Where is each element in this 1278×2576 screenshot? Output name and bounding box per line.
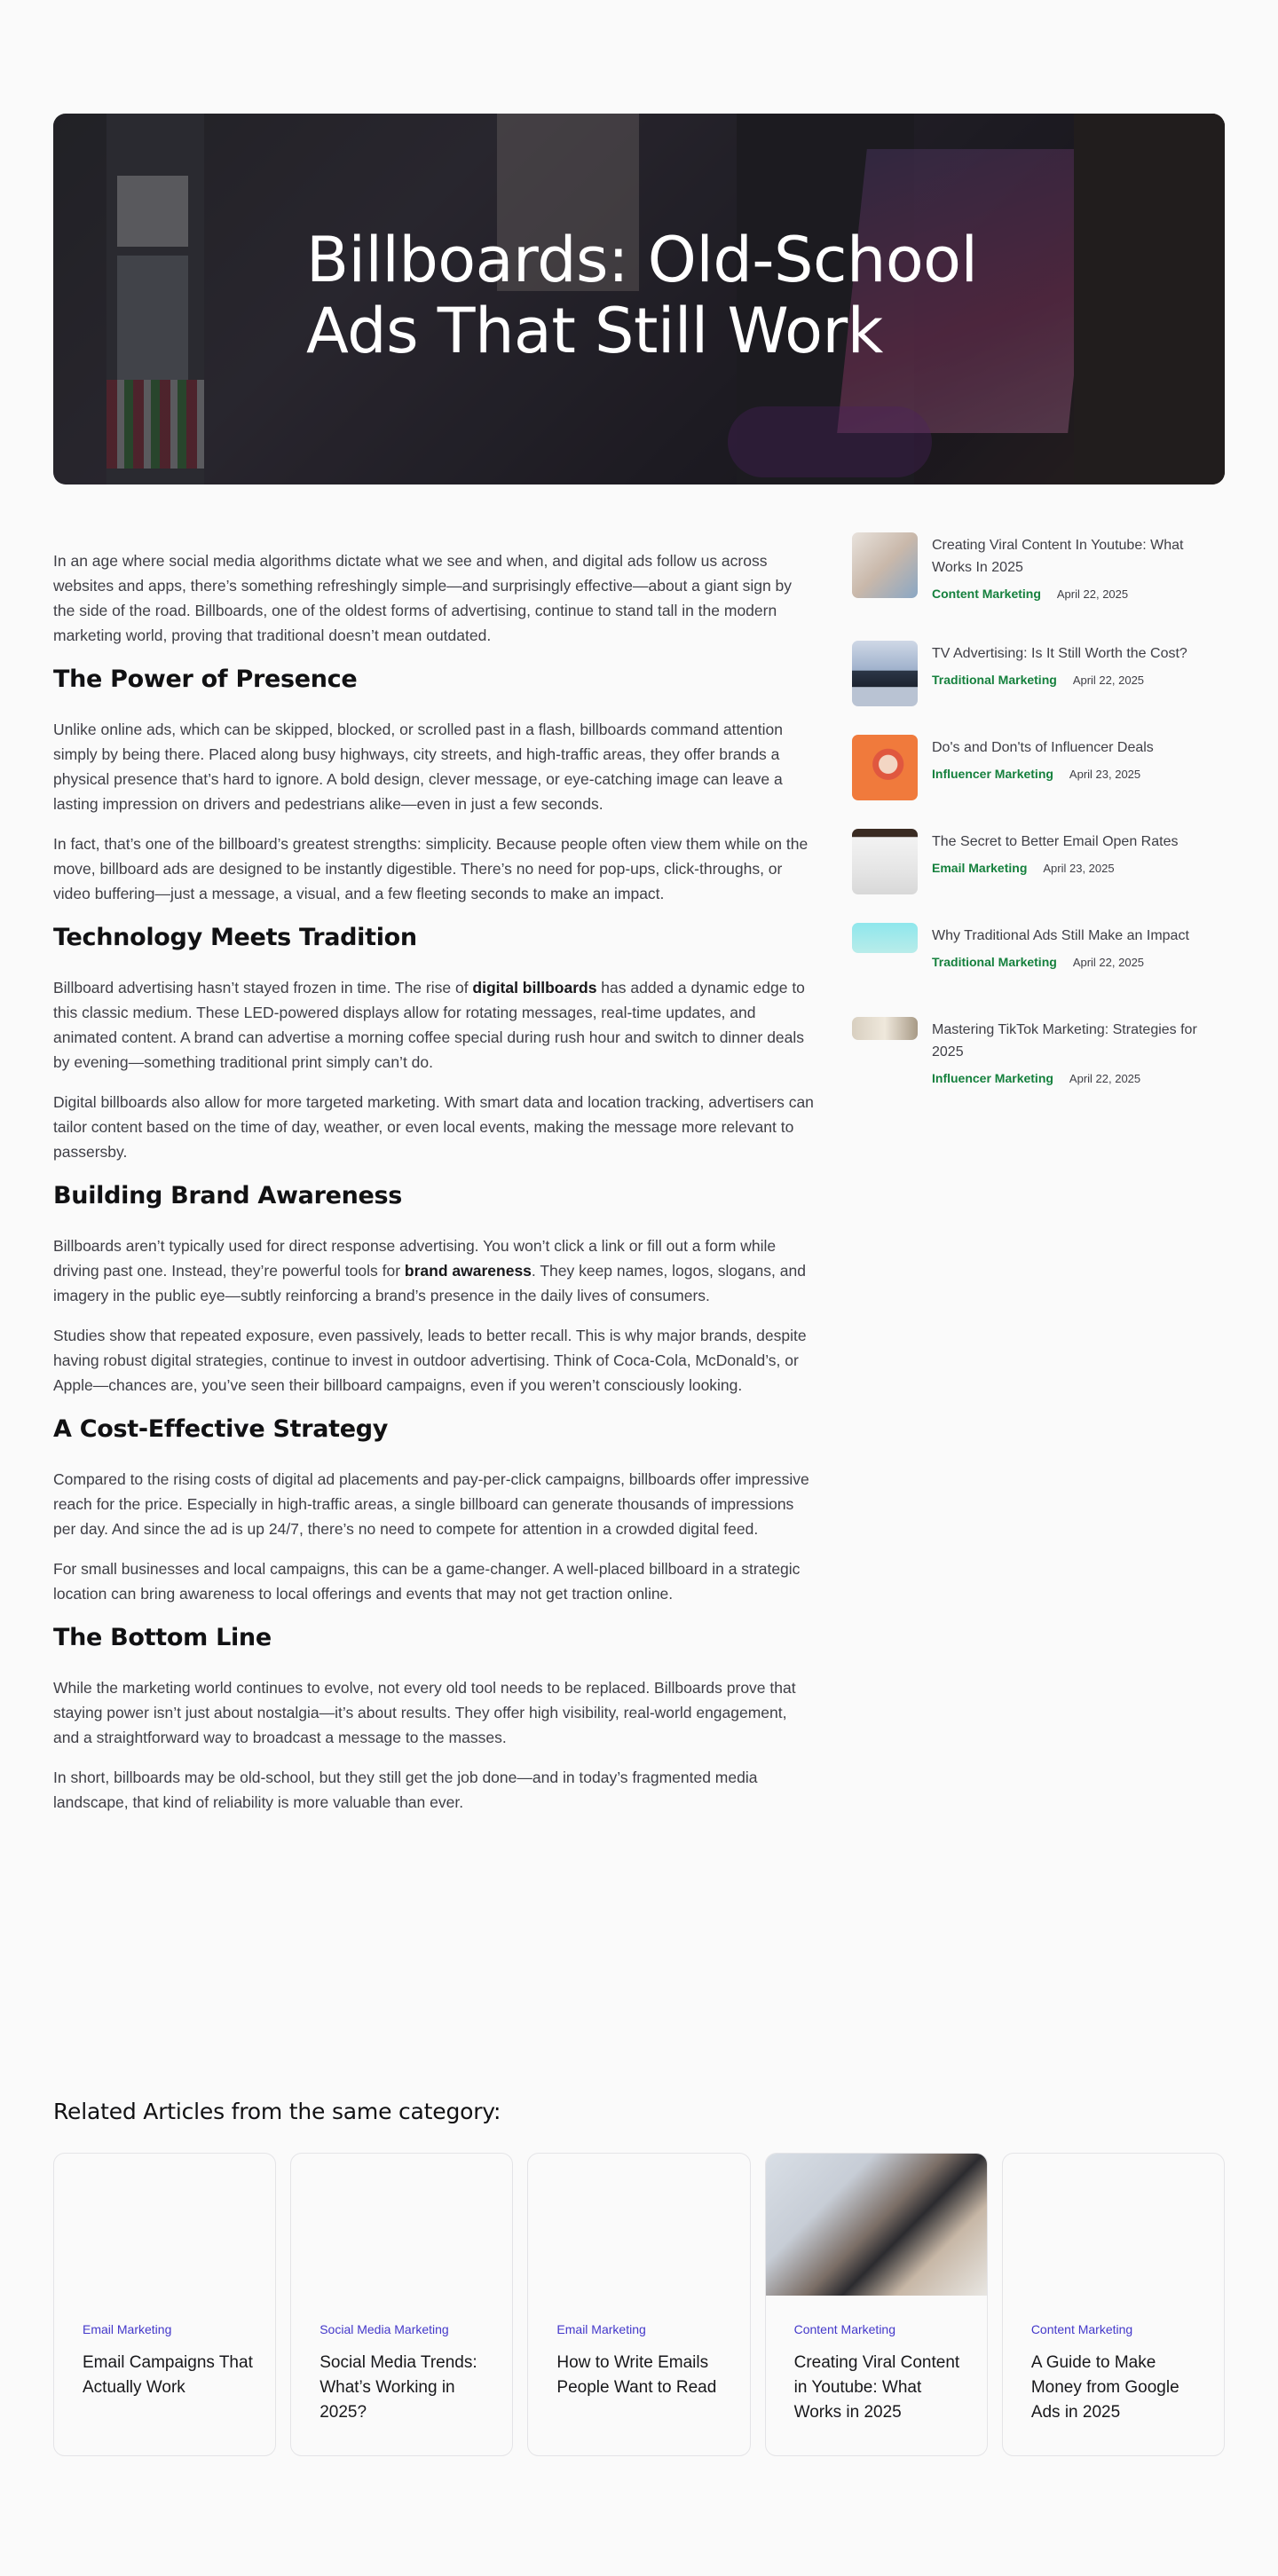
sidebar-article-date: April 22, 2025 xyxy=(1056,587,1129,601)
card-title[interactable]: Creating Viral Content in Youtube: What Works in 2025 xyxy=(793,2353,960,2422)
text-span: Billboards aren’t typically used for direct response advertising. You won’t click a link or fill out a form while driving past one. Instead, they’re powerful tools for xyxy=(53,1237,777,1280)
card-title[interactable]: A Guide to Make Money from Google Ads in 2025 xyxy=(1030,2353,1179,2422)
article-thumbnail[interactable] xyxy=(852,1017,918,1040)
card-category[interactable]: Social Media Marketing xyxy=(320,2322,449,2336)
article-thumbnail[interactable] xyxy=(852,532,918,598)
sidebar-recent-articles xyxy=(852,532,1225,1125)
article-thumbnail[interactable] xyxy=(852,923,918,953)
sidebar-article-title[interactable]: Why Traditional Ads Still Make an Impact xyxy=(932,928,1189,943)
related-heading: Related Articles from the same category: xyxy=(53,2099,501,2124)
paragraph: In fact, that’s one of the billboard’s greatest strengths: simplicity. Because people often view them while on the move, billboard ads are designed to be instantly digestible. There’s no need for pop-ups, click-throughs, or video buffering—just a message, a visual, and a few fleeting seconds to make an impact. xyxy=(53,835,809,902)
section-heading: Building Brand Awareness xyxy=(53,1182,403,1209)
article-thumbnail[interactable] xyxy=(852,829,918,894)
text-span: . They keep names, logos, slogans, and imagery in the public eye—subtly reinforcing a brand’s presence in the daily lives of consumers. xyxy=(53,1262,806,1304)
paragraph: In short, billboards may be old-school, but they still get the job done—and in today’s fragmented media landscape, that kind of reliability is more valuable than ever. xyxy=(53,1769,758,1811)
sidebar-article-category[interactable]: Email Marketing xyxy=(932,861,1028,875)
bold-text: digital billboards xyxy=(472,979,597,997)
bold-text: brand awareness xyxy=(404,1262,532,1280)
page-title: Billboards: Old-School Ads That Still Work xyxy=(306,224,978,367)
paragraph: Studies show that repeated exposure, even passively, leads to better recall. This is why major brands, despite having robust digital strategies, continue to invest in outdoor advertising. Think of Coca-Cola, McDonald’s, or Apple—chances are, you’ve seen their billboard campaigns, even if you weren’t consciously looking. xyxy=(53,1327,807,1394)
paragraph: Compared to the rising costs of digital ad placements and pay-per-click campaigns, billboards offer impressive reach for the price. Especially in high-traffic areas, a single billboard can generate thousands of impressions per day. And since the ad is up 24/7, there’s no need to compete for attention in a crowded digital feed. xyxy=(53,1470,809,1538)
card-image[interactable] xyxy=(54,2154,275,2296)
paragraph: For small businesses and local campaigns, this can be a game-changer. A well-placed billboard in a strategic location can bring awareness to local offerings and events that may not get traction online. xyxy=(53,1560,801,1603)
sidebar-article-item[interactable] xyxy=(852,829,1225,923)
card-image[interactable] xyxy=(291,2154,512,2296)
sidebar-article-category[interactable]: Content Marketing xyxy=(932,587,1041,601)
sidebar-article-title[interactable]: TV Advertising: Is It Still Worth the Cost? xyxy=(932,646,1187,661)
card-title[interactable]: Social Media Trends: What’s Working in 2025? xyxy=(320,2353,477,2422)
article-intro: In an age where social media algorithms dictate what we see and when, and digital ads follow us across websites and apps, there’s something refreshingly simple—and surprisingly effective—about a giant sign by the side of the road. Billboards, one of the oldest forms of advertising, continue to stand tall in the modern marketing world, proving that traditional doesn’t mean outdated. xyxy=(53,552,793,644)
article-body xyxy=(53,548,816,1830)
sidebar-article-item[interactable] xyxy=(852,641,1225,735)
sidebar-article-item[interactable] xyxy=(852,923,1225,1017)
sidebar-article-item[interactable] xyxy=(852,532,1225,641)
card-category[interactable]: Content Marketing xyxy=(1030,2322,1133,2336)
sidebar-article-category[interactable]: Influencer Marketing xyxy=(932,1071,1053,1085)
sidebar-article-category[interactable]: Influencer Marketing xyxy=(932,767,1053,781)
sidebar-article-item[interactable] xyxy=(852,1017,1225,1125)
card-category[interactable]: Email Marketing xyxy=(83,2322,172,2336)
related-card[interactable] xyxy=(290,2153,513,2456)
sidebar-article-date: April 22, 2025 xyxy=(1069,1071,1141,1085)
sidebar-article-category[interactable]: Traditional Marketing xyxy=(932,955,1057,969)
sidebar-article-date: April 22, 2025 xyxy=(1072,955,1145,969)
card-image[interactable] xyxy=(766,2154,987,2296)
text-span: Billboard advertising hasn’t stayed frozen in time. The rise of xyxy=(53,979,473,997)
sidebar-article-category[interactable]: Traditional Marketing xyxy=(932,673,1057,687)
article-thumbnail[interactable] xyxy=(852,735,918,800)
text-span: has added a dynamic edge to this classic medium. These LED-powered displays allow for rotating messages, real-time updates, and animated content. A brand can advertise a morning coffee special during rush hour and switch to dinner deals by evening—something traditional print simply can’t do. xyxy=(53,979,805,1071)
card-category[interactable]: Email Marketing xyxy=(556,2322,646,2336)
sidebar-article-title[interactable]: The Secret to Better Email Open Rates xyxy=(932,834,1179,849)
card-image[interactable] xyxy=(1003,2154,1224,2296)
card-title[interactable]: Email Campaigns That Actually Work xyxy=(83,2353,253,2397)
related-card[interactable] xyxy=(1002,2153,1225,2456)
article-thumbnail[interactable] xyxy=(852,641,918,706)
paragraph xyxy=(53,975,816,1075)
paragraph xyxy=(53,1233,816,1308)
sidebar-article-title[interactable]: Do's and Don'ts of Influencer Deals xyxy=(932,740,1154,755)
related-card[interactable] xyxy=(527,2153,750,2456)
section-heading: The Bottom Line xyxy=(53,1624,272,1651)
card-category[interactable]: Content Marketing xyxy=(793,2322,896,2336)
section-heading: Technology Meets Tradition xyxy=(53,924,417,951)
sidebar-article-title[interactable]: Mastering TikTok Marketing: Strategies for 2025 xyxy=(932,1022,1197,1060)
paragraph: Unlike online ads, which can be skipped, blocked, or scrolled past in a flash, billboards command attention simply by being there. Placed along busy highways, city streets, and high-traffic areas, they offer brands a physical presence that’s hard to ignore. A bold design, clever message, or eye-catching image can leave a lasting impression on drivers and pedestrians alike—even in just a few seconds. xyxy=(53,721,783,813)
card-title[interactable]: How to Write Emails People Want to Read xyxy=(556,2353,717,2397)
sidebar-article-item[interactable] xyxy=(852,735,1225,829)
sidebar-article-date: April 23, 2025 xyxy=(1043,861,1115,875)
section-heading: A Cost-Effective Strategy xyxy=(53,1415,389,1443)
paragraph: While the marketing world continues to evolve, not every old tool needs to be replaced. Billboards prove that staying power isn’t just about nostalgia—it’s about results. They offer high visibility, real-world engagement, and a straightforward way to broadcast a message to the masses. xyxy=(53,1679,796,1746)
sidebar-article-date: April 22, 2025 xyxy=(1072,673,1145,687)
related-articles xyxy=(53,2099,1225,2456)
sidebar-article-date: April 23, 2025 xyxy=(1069,767,1141,781)
related-card[interactable] xyxy=(765,2153,988,2456)
card-image[interactable] xyxy=(528,2154,749,2296)
related-card[interactable] xyxy=(53,2153,276,2456)
section-heading: The Power of Presence xyxy=(53,666,358,693)
paragraph: Digital billboards also allow for more targeted marketing. With smart data and location tracking, advertisers can tailor content based on the time of day, weather, or even local events, making the message more relevant to passersby. xyxy=(53,1093,814,1161)
sidebar-article-title[interactable]: Creating Viral Content In Youtube: What Works In 2025 xyxy=(932,538,1184,575)
hero-banner xyxy=(53,114,1225,484)
